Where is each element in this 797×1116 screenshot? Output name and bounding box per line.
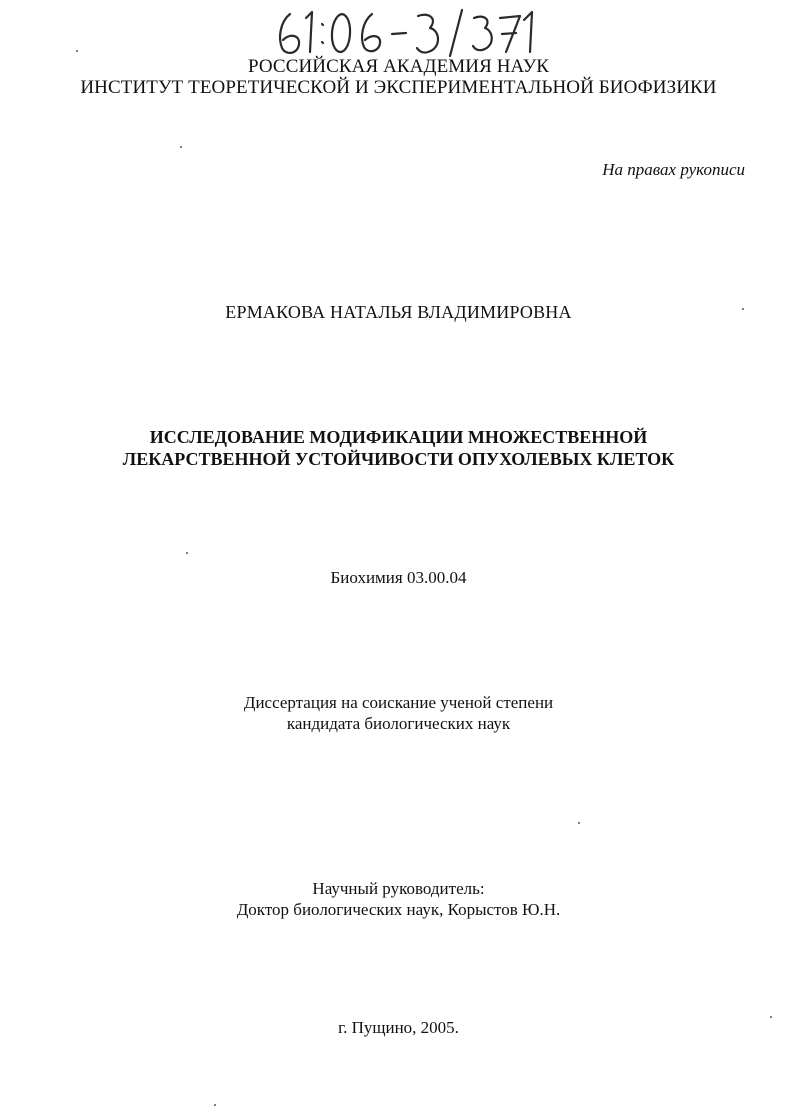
scan-speck	[180, 146, 182, 148]
academy-name: РОССИЙСКАЯ АКАДЕМИЯ НАУК	[247, 56, 550, 77]
scan-speck	[76, 50, 78, 52]
scan-speck	[742, 308, 744, 310]
scientific-advisor	[0, 878, 797, 920]
specialty-code: Биохимия 03.00.04	[330, 568, 467, 587]
handwritten-number-drawing	[272, 4, 542, 60]
degree-statement	[0, 692, 797, 734]
advisor-name: Доктор биологических наук, Корыстов Ю.Н.	[236, 900, 561, 919]
manuscript-note: На правах рукописи	[602, 160, 745, 179]
scan-speck	[186, 552, 188, 554]
scan-speck	[578, 822, 580, 824]
advisor-label: Научный руководитель:	[312, 879, 485, 898]
degree-line-2: кандидата биологических наук	[286, 714, 511, 733]
author-name: ЕРМАКОВА НАТАЛЬЯ ВЛАДИМИРОВНА	[225, 302, 572, 322]
title-line-2: ЛЕКАРСТВЕННОЙ УСТОЙЧИВОСТИ ОПУХОЛЕВЫХ КЛЕТОК	[122, 449, 675, 469]
scan-speck	[214, 1104, 216, 1106]
title-line-1: ИССЛЕДОВАНИЕ МОДИФИКАЦИИ МНОЖЕСТВЕННОЙ	[149, 427, 648, 447]
handwritten-archive-number	[272, 4, 542, 60]
dissertation-title	[0, 426, 797, 470]
degree-line-1: Диссертация на соискание ученой степени	[243, 693, 554, 712]
place-and-year: г. Пущино, 2005.	[338, 1018, 459, 1037]
scan-speck	[770, 1016, 772, 1018]
institute-name: ИНСТИТУТ ТЕОРЕТИЧЕСКОЙ И ЭКСПЕРИМЕНТАЛЬНОЙ БИОФИЗИКИ	[80, 77, 717, 98]
